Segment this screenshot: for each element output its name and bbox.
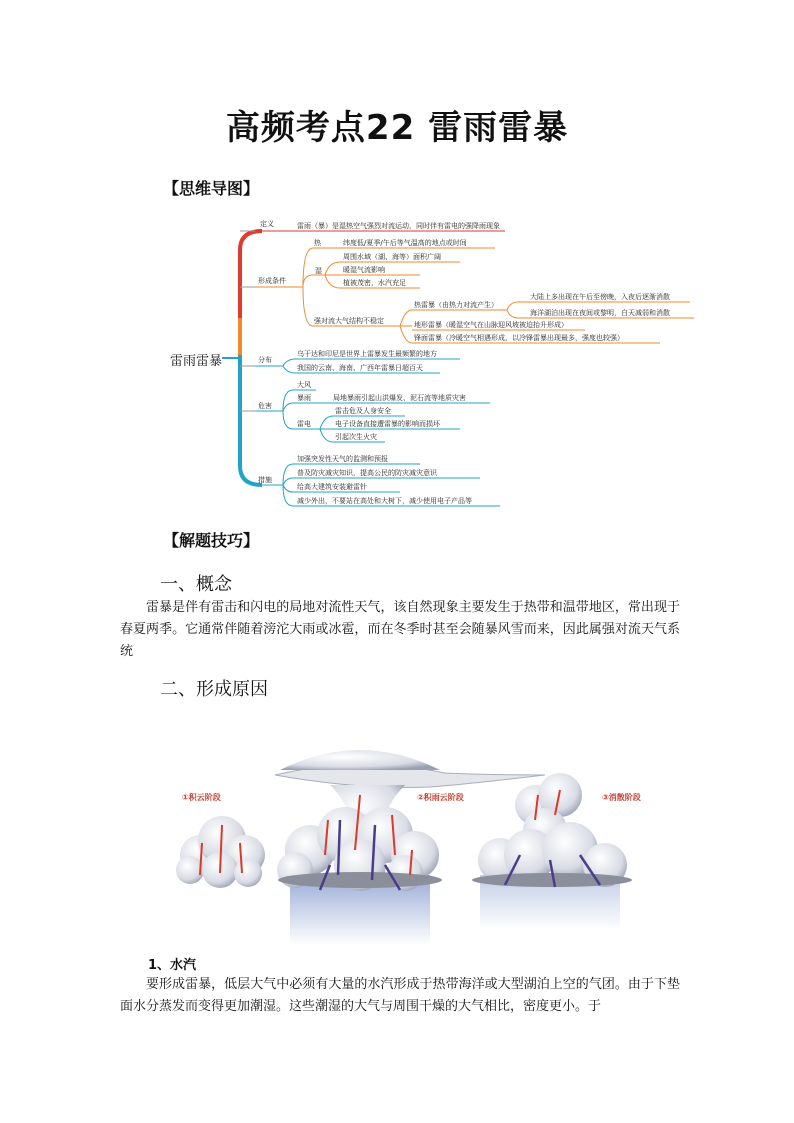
node-wind: 大风	[297, 381, 311, 389]
node-measures-item: 加强突发性天气的监测和预报	[297, 455, 388, 463]
node-thermal-item: 大陆上多出现在午后至傍晚，入夜后逐渐消散	[530, 293, 670, 301]
node-moisture-item: 周围水域（湖、海等）面积广阔	[343, 253, 441, 261]
node-heat-text: 纬度低/夏季/午后等气温高的地点或时间	[343, 239, 467, 247]
mindmap-root: 雷雨雷暴	[170, 354, 223, 369]
vapor-heading: 1、水汽	[148, 958, 197, 973]
page-title: 高频考点22 雷雨雷暴	[225, 108, 569, 148]
node-measures-item: 给高大建筑安装避雷针	[297, 483, 367, 491]
mindmap-heading: 【思维导图】	[163, 179, 260, 198]
node-formation: 形成条件	[258, 277, 286, 285]
node-thermal: 热雷暴（由热力对流产生）	[414, 301, 498, 309]
node-lightning-item: 引起次生火灾	[335, 433, 377, 441]
node-rain-text: 局地暴雨引起山洪爆发、泥石流等地质灾害	[333, 394, 466, 402]
node-moisture-item: 暖湿气流影响	[343, 266, 385, 274]
node-thermal-item: 海洋湖泊出现在夜间或黎明，白天减弱和消散	[530, 309, 670, 317]
stage-label-1: ①积云阶段	[182, 793, 221, 802]
node-heat: 热	[314, 239, 321, 247]
stage-label-2: ②积雨云阶段	[417, 793, 464, 802]
concept-heading: 一、概念	[160, 574, 232, 595]
node-lightning-item: 电子设备直接遭雷暴的影响而损坏	[335, 420, 440, 428]
vapor-text: 要形成雷暴，低层大气中必须有大量的水汽形成于热带海洋或大型湖泊上空的气团。由于下垫面水分蒸发而变得更加潮湿。这些潮湿的大气与周围干燥的大气相比，密度更小。于	[120, 977, 680, 1014]
node-measures-item: 普及防灾减灾知识，提高公民的防灾减灾意识	[297, 469, 437, 477]
tips-heading: 【解题技巧】	[163, 531, 260, 550]
concept-text: 雷暴是伴有雷击和闪电的局地对流性天气，该自然现象主要发生于热带和温带地区，常出现于春夏两季。它通常伴随着滂沱大雨或冰雹，而在冬季时甚至会随暴风雪而来，因此属强对流天气系统	[120, 600, 680, 659]
thunderstorm-stages-illustration	[160, 725, 660, 950]
cause-heading: 二、形成原因	[160, 679, 268, 700]
node-distribution-item: 乌干达和印尼是世界上雷暴发生最频繁的地方	[297, 350, 437, 358]
stage-label-3: ③消散阶段	[602, 793, 641, 802]
node-moisture-item: 植被茂密，水汽充足	[343, 279, 406, 287]
node-frontal: 锋面雷暴（冷暖空气相遇形成，以冷锋雷暴出现最多，强度也较强）	[414, 334, 624, 342]
node-distribution: 分布	[258, 356, 272, 364]
node-definition-text: 雷雨（暴）是湿热空气强烈对流运动，同时伴有雷电的强降雨现象	[297, 222, 500, 230]
node-lightning-item: 雷击危及人身安全	[335, 407, 391, 415]
node-measures: 措施	[258, 476, 272, 484]
node-lightning: 雷电	[297, 420, 311, 428]
node-harm: 危害	[258, 402, 272, 410]
node-rain: 暴雨	[297, 394, 311, 402]
node-moisture: 湿	[315, 267, 322, 275]
node-orographic: 地形雷暴（暖湿空气在山脉迎风坡被迫抬升形成）	[414, 321, 568, 329]
node-instability: 强对流大气结构不稳定	[314, 317, 384, 325]
node-measures-item: 减少外出，不要站在高处和大树下，减少使用电子产品等	[297, 497, 472, 505]
node-definition: 定义	[260, 220, 274, 228]
node-distribution-item: 我国的云南、海南、广西年雷暴日超百天	[297, 364, 423, 372]
